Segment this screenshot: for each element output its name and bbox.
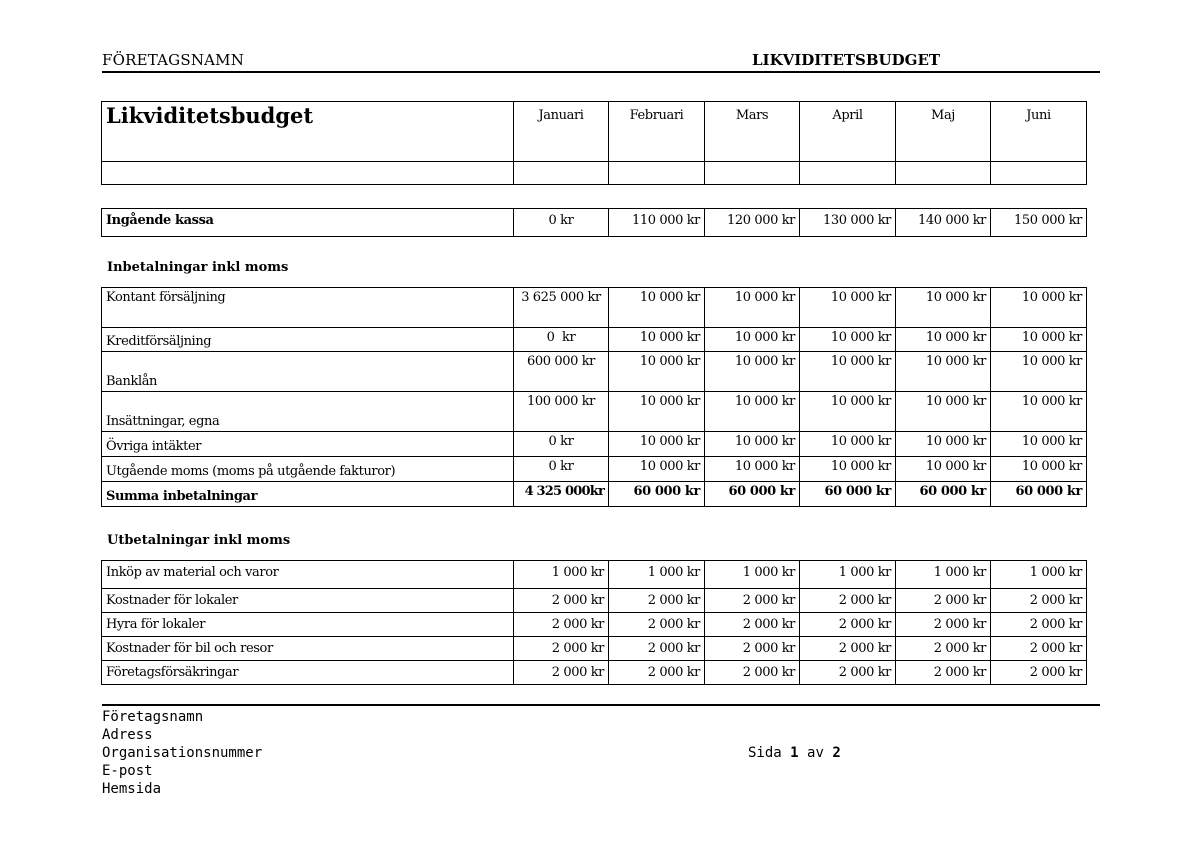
cell-value: 10 000 kr bbox=[609, 328, 705, 352]
month-header: Maj bbox=[896, 102, 991, 162]
month-header: Mars bbox=[705, 102, 800, 162]
cell-value: 10 000 kr bbox=[800, 432, 896, 457]
table-row bbox=[102, 209, 1087, 237]
row-label: Utgående moms (moms på utgående fakturor) bbox=[102, 457, 514, 482]
month-header: Februari bbox=[609, 102, 705, 162]
table-row-total bbox=[102, 482, 1087, 507]
page-number bbox=[748, 745, 841, 761]
cell-value: 10 000 kr bbox=[991, 392, 1087, 432]
cell-value: 130 000 kr bbox=[800, 209, 896, 237]
footer-line: Företagsnamn bbox=[102, 709, 204, 725]
cell-value: 100 000 kr bbox=[514, 392, 609, 432]
empty-cell bbox=[609, 162, 705, 185]
header-company: FÖRETAGSNAMN bbox=[102, 51, 245, 69]
cell-value: 60 000 kr bbox=[896, 482, 991, 507]
cell-value: 2 000 kr bbox=[514, 637, 609, 661]
cell-value: 1 000 kr bbox=[705, 561, 800, 589]
row-label: Banklån bbox=[102, 352, 514, 392]
row-label: Summa inbetalningar bbox=[102, 482, 514, 507]
cell-value: 10 000 kr bbox=[991, 432, 1087, 457]
row-label: Övriga intäkter bbox=[102, 432, 514, 457]
page-separator: av bbox=[807, 745, 824, 761]
row-label: Kostnader för bil och resor bbox=[102, 637, 514, 661]
cell-value: 2 000 kr bbox=[991, 613, 1087, 637]
cell-value: 10 000 kr bbox=[705, 352, 800, 392]
cell-value: 10 000 kr bbox=[800, 328, 896, 352]
cell-value: 10 000 kr bbox=[896, 432, 991, 457]
cell-value: 2 000 kr bbox=[800, 613, 896, 637]
expenses-section-title: Utbetalningar inkl moms bbox=[107, 533, 291, 548]
row-label: Företagsförsäkringar bbox=[102, 661, 514, 685]
cell-value: 10 000 kr bbox=[705, 432, 800, 457]
row-label: Kostnader för lokaler bbox=[102, 589, 514, 613]
cell-value: 10 000 kr bbox=[609, 288, 705, 328]
cell-value: 2 000 kr bbox=[705, 637, 800, 661]
header-doc-title: LIKVIDITETSBUDGET bbox=[752, 51, 941, 69]
footer-line: Organisationsnummer bbox=[102, 745, 263, 761]
footer-line: E-post bbox=[102, 763, 153, 779]
cell-value: 600 000 kr bbox=[514, 352, 609, 392]
cell-value: 2 000 kr bbox=[800, 589, 896, 613]
cell-value: 150 000 kr bbox=[991, 209, 1087, 237]
cell-value: 10 000 kr bbox=[800, 352, 896, 392]
cell-value: 10 000 kr bbox=[800, 288, 896, 328]
header-rule bbox=[102, 71, 1100, 73]
cell-value: 10 000 kr bbox=[991, 328, 1087, 352]
month-header: April bbox=[800, 102, 896, 162]
cell-value: 2 000 kr bbox=[705, 589, 800, 613]
table-row bbox=[102, 661, 1087, 685]
row-label: Inköp av material och varor bbox=[102, 561, 514, 589]
page-total: 2 bbox=[832, 745, 841, 761]
footer-line: Adress bbox=[102, 727, 153, 743]
income-table bbox=[101, 287, 1087, 507]
cell-value: 2 000 kr bbox=[991, 637, 1087, 661]
row-label: Insättningar, egna bbox=[102, 392, 514, 432]
cell-value: 0 kr bbox=[514, 328, 609, 352]
cell-value: 2 000 kr bbox=[896, 613, 991, 637]
cell-value: 2 000 kr bbox=[514, 589, 609, 613]
cell-value: 2 000 kr bbox=[896, 589, 991, 613]
cell-value: 2 000 kr bbox=[991, 589, 1087, 613]
cell-value: 120 000 kr bbox=[705, 209, 800, 237]
cell-value: 10 000 kr bbox=[991, 457, 1087, 482]
cell-value: 60 000 kr bbox=[800, 482, 896, 507]
footer-address bbox=[102, 708, 262, 798]
table-row bbox=[102, 392, 1087, 432]
cell-value: 0 kr bbox=[514, 432, 609, 457]
cell-value: 10 000 kr bbox=[705, 288, 800, 328]
cell-value: 2 000 kr bbox=[514, 613, 609, 637]
title-table bbox=[101, 101, 1087, 185]
cell-value: 1 000 kr bbox=[800, 561, 896, 589]
cell-value: 2 000 kr bbox=[800, 661, 896, 685]
cell-value: 140 000 kr bbox=[896, 209, 991, 237]
cell-value: 60 000 kr bbox=[705, 482, 800, 507]
cell-value: 10 000 kr bbox=[896, 352, 991, 392]
footer-line: Hemsida bbox=[102, 781, 162, 797]
cell-value: 2 000 kr bbox=[609, 637, 705, 661]
empty-cell bbox=[800, 162, 896, 185]
cell-value: 2 000 kr bbox=[800, 637, 896, 661]
empty-cell bbox=[991, 162, 1087, 185]
footer-rule bbox=[102, 704, 1100, 706]
cell-value: 2 000 kr bbox=[991, 661, 1087, 685]
cell-value: 2 000 kr bbox=[609, 613, 705, 637]
cell-value: 10 000 kr bbox=[896, 328, 991, 352]
income-section-title: Inbetalningar inkl moms bbox=[107, 260, 289, 275]
cell-value: 1 000 kr bbox=[609, 561, 705, 589]
cell-value: 10 000 kr bbox=[896, 457, 991, 482]
table-row bbox=[102, 613, 1087, 637]
row-label: Ingående kassa bbox=[102, 209, 514, 237]
cell-value: 1 000 kr bbox=[514, 561, 609, 589]
cell-value: 60 000 kr bbox=[609, 482, 705, 507]
cell-value: 2 000 kr bbox=[705, 613, 800, 637]
table-row bbox=[102, 352, 1087, 392]
table-row bbox=[102, 288, 1087, 328]
table-row bbox=[102, 637, 1087, 661]
table-title: Likviditetsbudget bbox=[102, 102, 514, 162]
empty-cell bbox=[896, 162, 991, 185]
cell-value: 2 000 kr bbox=[609, 589, 705, 613]
cell-value: 1 000 kr bbox=[991, 561, 1087, 589]
cell-value: 0 kr bbox=[514, 457, 609, 482]
table-row bbox=[102, 432, 1087, 457]
cell-value: 2 000 kr bbox=[896, 661, 991, 685]
cell-value: 10 000 kr bbox=[609, 352, 705, 392]
cell-value: 110 000 kr bbox=[609, 209, 705, 237]
table-row bbox=[102, 328, 1087, 352]
cell-value: 2 000 kr bbox=[514, 661, 609, 685]
cell-value: 2 000 kr bbox=[705, 661, 800, 685]
expenses-table bbox=[101, 560, 1087, 685]
cell-value: 10 000 kr bbox=[705, 457, 800, 482]
cell-value: 10 000 kr bbox=[800, 457, 896, 482]
opening-balance-table bbox=[101, 208, 1087, 237]
table-row bbox=[102, 561, 1087, 589]
cell-value: 60 000 kr bbox=[991, 482, 1087, 507]
table-row bbox=[102, 457, 1087, 482]
cell-value: 0 kr bbox=[514, 209, 609, 237]
cell-value: 10 000 kr bbox=[609, 457, 705, 482]
empty-cell bbox=[102, 162, 514, 185]
cell-value: 10 000 kr bbox=[705, 392, 800, 432]
cell-value: 10 000 kr bbox=[609, 392, 705, 432]
cell-value: 3 625 000 kr bbox=[514, 288, 609, 328]
cell-value: 1 000 kr bbox=[896, 561, 991, 589]
cell-value: 10 000 kr bbox=[800, 392, 896, 432]
cell-value: 4 325 000kr bbox=[514, 482, 609, 507]
cell-value: 10 000 kr bbox=[991, 352, 1087, 392]
cell-value: 2 000 kr bbox=[896, 637, 991, 661]
empty-cell bbox=[514, 162, 609, 185]
cell-value: 10 000 kr bbox=[705, 328, 800, 352]
cell-value: 10 000 kr bbox=[609, 432, 705, 457]
page-current: 1 bbox=[790, 745, 799, 761]
cell-value: 10 000 kr bbox=[991, 288, 1087, 328]
empty-cell bbox=[705, 162, 800, 185]
row-label: Kontant försäljning bbox=[102, 288, 514, 328]
row-label: Hyra för lokaler bbox=[102, 613, 514, 637]
month-header: Januari bbox=[514, 102, 609, 162]
cell-value: 10 000 kr bbox=[896, 288, 991, 328]
row-label: Kreditförsäljning bbox=[102, 328, 514, 352]
cell-value: 2 000 kr bbox=[609, 661, 705, 685]
table-row bbox=[102, 589, 1087, 613]
month-header: Juni bbox=[991, 102, 1087, 162]
page-prefix: Sida bbox=[748, 745, 782, 761]
cell-value: 10 000 kr bbox=[896, 392, 991, 432]
